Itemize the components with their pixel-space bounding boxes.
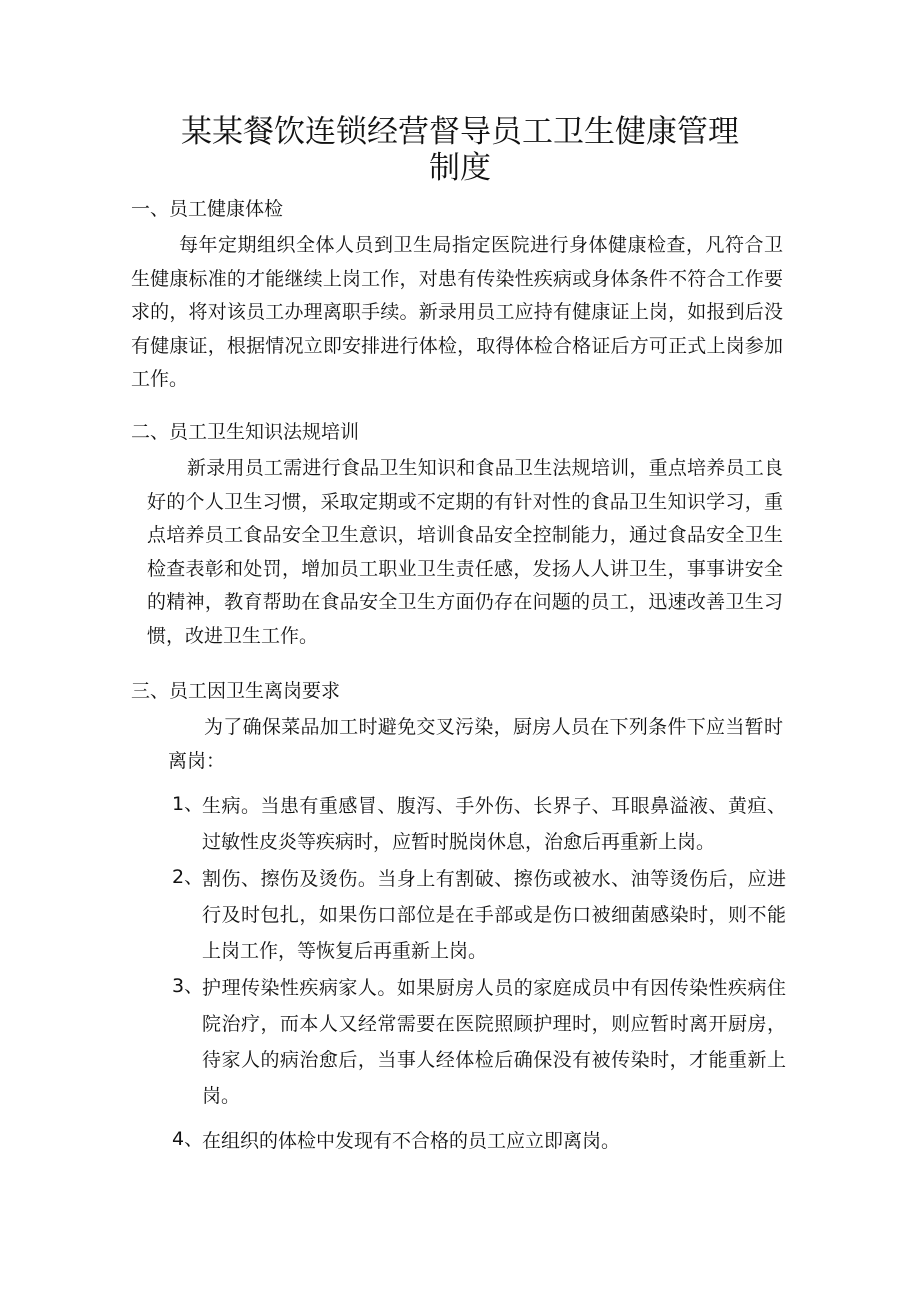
document-title-line-2: 制度 xyxy=(429,150,491,186)
list-item-text: 生病。当患有重感冒、腹泻、手外伤、长界子、耳眼鼻溢液、黄疸、过敏性皮炎等疾病时，应暂时脱岗休息，治愈后再重新上岗。 xyxy=(202,795,786,853)
list-item-text: 在组织的体检中发现有不合格的员工应立即离岗。 xyxy=(202,1130,621,1152)
section-2-paragraph: 新录用员工需进行食品卫生知识和食品卫生法规培训，重点培养员工良好的个人卫生习惯，采取定期或不定期的有针对性的食品卫生知识学习，重点培养员工食品安全卫生意识，培训食品安全控制能力，通过食品安全卫生检查表彰和处罚，增加员工职业卫生责任感，发扬人人讲卫生，事事讲安全的精神，教育帮助在食品安全卫生方面仍存在问题的员工，迅速改善卫生习惯，改进卫生工作。 xyxy=(147,457,783,647)
list-item-number: 2、 xyxy=(172,866,204,888)
list-item-number: 4、 xyxy=(172,1128,204,1150)
section-1-paragraph: 每年定期组织全体人员到卫生局指定医院进行身体健康检查，凡符合卫生健康标准的才能继续上岗工作，对患有传染性疾病或身体条件不符合工作要求的，将对该员工办理离职手续。新录用员工应持有健康证上岗，如报到后没有健康证，根据情况立即安排进行体检，取得体检合格证后方可正式上岗参加工作。 xyxy=(131,234,783,390)
document-title-line-1: 某某餐饮连锁经营督导员工卫生健康管理 xyxy=(181,114,739,150)
list-item-text: 割伤、擦伤及烫伤。当身上有割破、擦伤或被水、油等烫伤后，应进行及时包扎，如果伤口部位是在手部或是伤口被细菌感染时，则不能上岗工作，等恢复后再重新上岗。 xyxy=(202,868,786,962)
section-1-heading: 一、员工健康体检 xyxy=(131,198,284,220)
section-2-heading: 二、员工卫生知识法规培训 xyxy=(131,421,360,443)
list-item-text: 护理传染性疾病家人。如果厨房人员的家庭成员中有因传染性疾病住院治疗，而本人又经常需要在医院照顾护理时，则应暂时离开厨房，待家人的病治愈后，当事人经体检后确保没有被传染时，才能重新上岗。 xyxy=(202,977,786,1107)
section-3-heading: 三、员工因卫生离岗要求 xyxy=(131,680,341,702)
list-item-number: 1、 xyxy=(172,793,204,815)
section-3-paragraph: 为了确保菜品加工时避免交叉污染，厨房人员在下列条件下应当暂时离岗： xyxy=(168,716,783,772)
list-item-number: 3、 xyxy=(172,975,204,997)
